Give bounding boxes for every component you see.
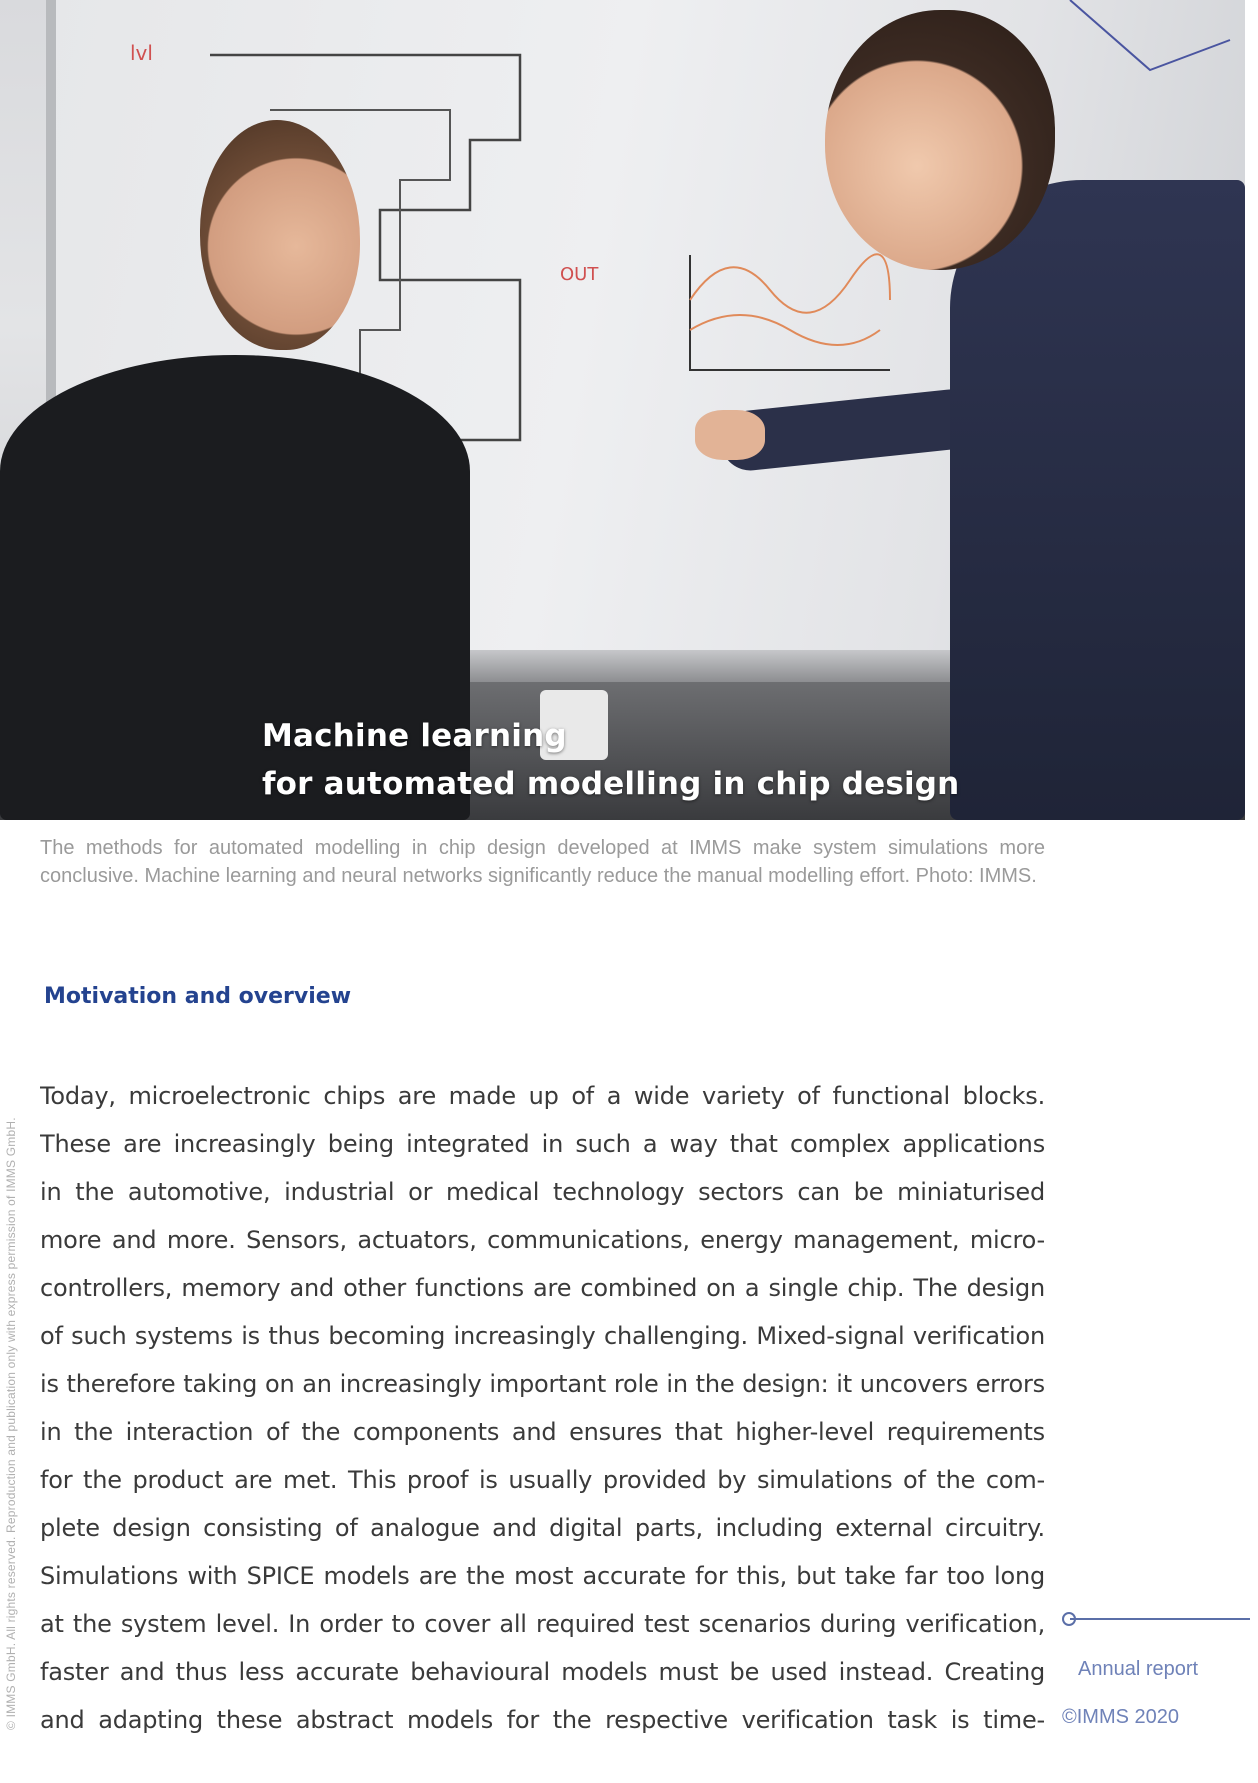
photo-caption: The methods for automated modelling in chip design developed at IMMS make system simulations more conclusive. Machine learning and neural networks significantly reduce the manual modelling effort. Photo: IMMS. xyxy=(40,837,1045,887)
svg-text:lvl: lvl xyxy=(130,41,153,65)
article-title-line-1: Machine learning xyxy=(262,718,567,754)
body-line: in the automotive, industrial or medical technology sectors can be miniaturised xyxy=(40,1178,1045,1206)
header-photo xyxy=(0,0,1245,820)
person-right-body xyxy=(950,180,1245,820)
body-line: Simulations with SPICE models are the most accurate for this, but take far too long xyxy=(40,1562,1045,1590)
body-line: and adapting these abstract models for the respective verification task is time- xyxy=(40,1706,1045,1734)
section-heading: Motivation and overview xyxy=(44,984,352,1009)
body-line: of such systems is thus becoming increasingly challenging. Mixed-signal verification xyxy=(40,1322,1045,1350)
body-line: These are increasingly being integrated in such a way that complex applications xyxy=(40,1130,1045,1158)
article-title xyxy=(262,712,959,808)
body-line: for the product are met. This proof is usually provided by simulations of the com- xyxy=(40,1466,1045,1494)
body-line: is therefore taking on an increasingly important role in the design: it uncovers errors xyxy=(40,1370,1045,1398)
body-line: at the system level. In order to cover all required test scenarios during verification, xyxy=(40,1610,1045,1638)
body-line: faster and thus less accurate behavioural models must be used instead. Creating xyxy=(40,1658,1045,1686)
person-right-hand xyxy=(695,410,765,460)
body-line: Today, microelectronic chips are made up of a wide variety of functional blocks. xyxy=(40,1082,1045,1110)
body-line: controllers, memory and other functions are combined on a single chip. The design xyxy=(40,1274,1045,1302)
side-copyright-notice: © IMMS GmbH. All rights reserved. Reproduction and publication only with express permission of IMMS GmbH. xyxy=(4,1117,18,1730)
article-title-line-2: for automated modelling in chip design xyxy=(262,766,960,802)
body-text xyxy=(40,1072,1045,1744)
footer-annual-report: Annual report xyxy=(1078,1658,1199,1680)
body-line: more and more. Sensors, actuators, communications, energy management, micro- xyxy=(40,1226,1045,1254)
person-right-head xyxy=(825,10,1055,270)
svg-text:OUT: OUT xyxy=(560,264,599,285)
body-line: in the interaction of the components and ensures that higher-level requirements xyxy=(40,1418,1045,1446)
footer-copyright: ©IMMS 2020 xyxy=(1062,1706,1180,1728)
body-line: plete design consisting of analogue and digital parts, including external circuitry. xyxy=(40,1514,1045,1542)
footer-marker-line xyxy=(1070,1618,1250,1620)
